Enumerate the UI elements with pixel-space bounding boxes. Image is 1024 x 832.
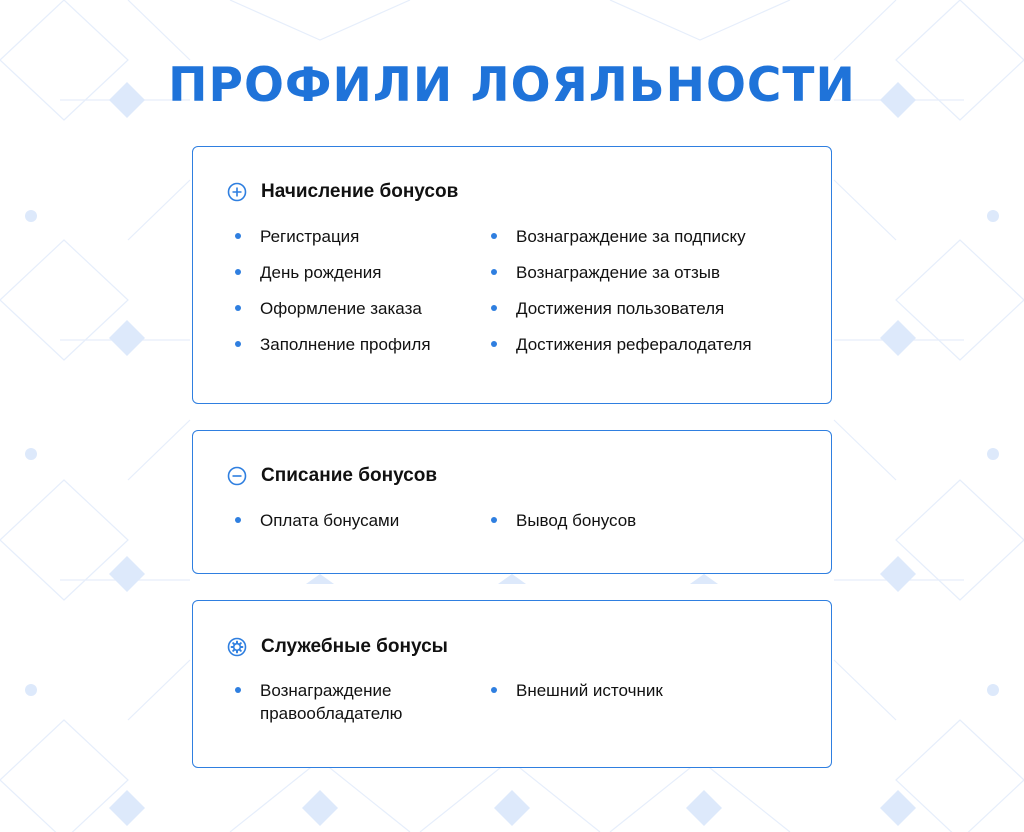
- list-item: Оформление заказа: [234, 297, 490, 320]
- accrual-title: Начисление бонусов: [261, 181, 459, 202]
- accrual-right-list: [490, 225, 816, 369]
- accrual-header: [227, 181, 458, 203]
- service-card: [192, 600, 832, 768]
- list-item: Заполнение профиля: [234, 333, 490, 356]
- list-item: Регистрация: [234, 225, 490, 248]
- accrual-left-list: [234, 225, 490, 369]
- service-title: Служебные бонусы: [261, 636, 448, 657]
- service-right-list: [490, 679, 746, 715]
- list-item: День рождения: [234, 261, 490, 284]
- writeoff-left-list: [234, 509, 490, 545]
- minus-circle-icon: [227, 466, 247, 486]
- plus-circle-icon: [227, 182, 247, 202]
- service-left-list: [234, 679, 450, 738]
- service-header: [227, 636, 448, 658]
- list-item: Вознаграждение за отзыв: [490, 261, 816, 284]
- writeoff-right-list: [490, 509, 746, 545]
- list-item: Достижения рефералодателя: [490, 333, 816, 356]
- writeoff-card: [192, 430, 832, 574]
- page-title: ПРОФИЛИ ЛОЯЛЬНОСТИ: [168, 58, 856, 113]
- accrual-card: [192, 146, 832, 404]
- writeoff-title: Списание бонусов: [261, 465, 438, 486]
- writeoff-header: [227, 465, 437, 487]
- list-item: Вознаграждение правообладателю: [234, 679, 450, 725]
- list-item: Достижения пользователя: [490, 297, 816, 320]
- list-item: Внешний источник: [490, 679, 746, 702]
- list-item: Оплата бонусами: [234, 509, 490, 532]
- list-item: Вознаграждение за подписку: [490, 225, 816, 248]
- list-item: Вывод бонусов: [490, 509, 746, 532]
- gear-icon: [227, 637, 247, 657]
